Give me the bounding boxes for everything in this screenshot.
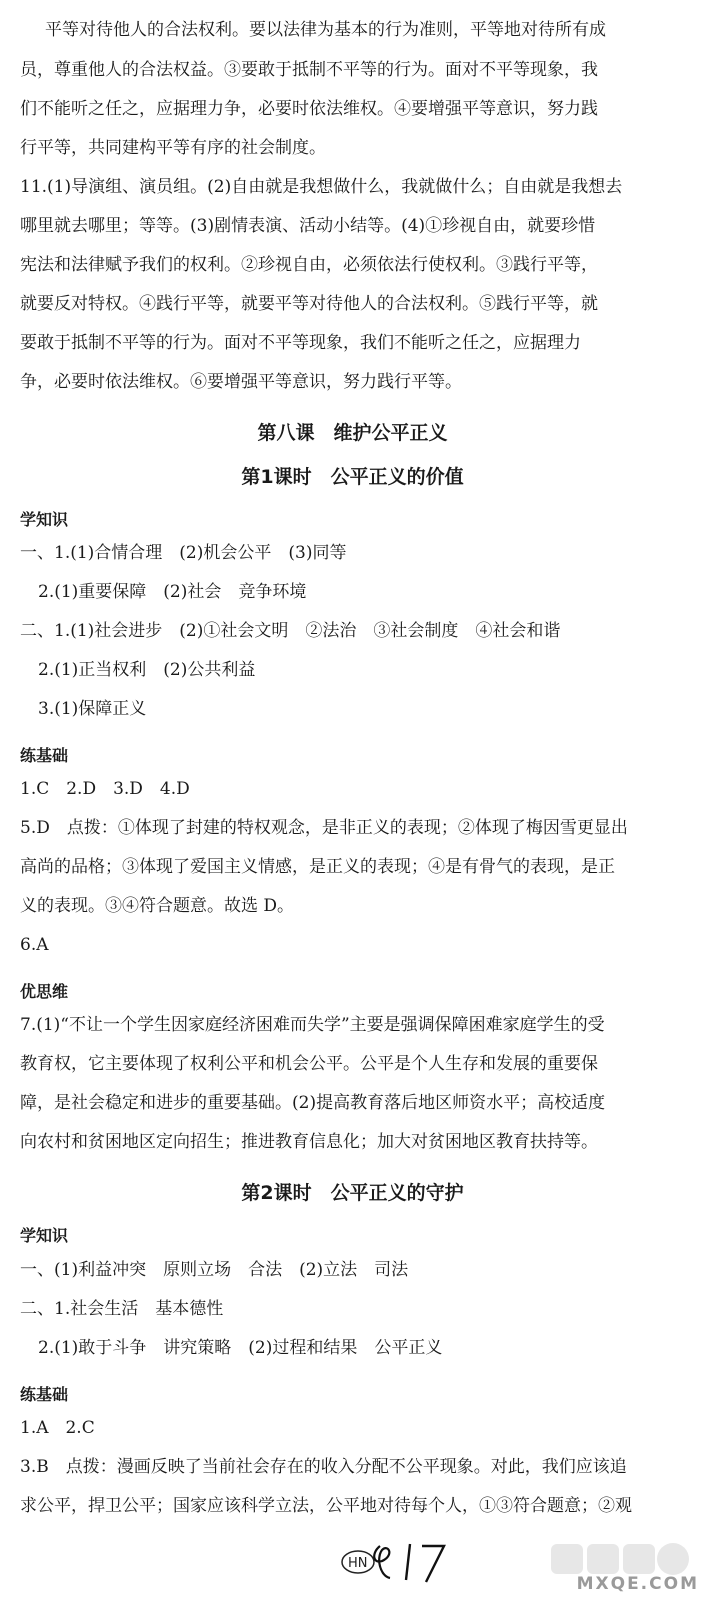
text-line: 义的表现。③④符合题意。故选 D。 [20, 896, 295, 916]
text-line: 11.(1)导演组、演员组。(2)自由就是我想做什么，我就做什么；自由就是我想去 [20, 177, 623, 197]
text-line: 行平等，共同建构平等有序的社会制度。 [20, 138, 326, 158]
text-line: 求公平，捍卫公平；国家应该科学立法，公平地对待每个人，①③符合题意；②观 [20, 1496, 632, 1516]
text-line: 6.A [20, 935, 49, 955]
text-line: 一、1.(1)合情合理 (2)机会公平 (3)同等 [20, 543, 347, 563]
text-line: 宪法和法律赋予我们的权利。②珍视自由，必须依法行使权利。③践行平等， [20, 255, 598, 275]
text-line: 2.(1)重要保障 (2)社会 竞争环境 [38, 582, 307, 602]
text-line: 2.(1)敢于斗争 讲究策略 (2)过程和结果 公平正义 [38, 1338, 443, 1358]
text-line: 要敢于抵制不平等的行为。面对不平等现象，我们不能听之任之，应据理力 [20, 333, 581, 353]
text-line: 一、(1)利益冲突 原则立场 合法 (2)立法 司法 [20, 1260, 409, 1280]
text-line: 二、1.社会生活 基本德性 [20, 1299, 224, 1319]
period-title: 第1课时 公平正义的价值 [241, 466, 464, 488]
text-line: 二、1.(1)社会进步 (2)①社会文明 ②法治 ③社会制度 ④社会和谐 [20, 621, 561, 641]
text-line: 高尚的品格；③体现了爱国主义情感，是正义的表现；④是有骨气的表现，是正 [20, 857, 615, 877]
page-mark-text: HN [348, 1556, 368, 1571]
text-line: 争，必要时依法维权。⑥要增强平等意识，努力践行平等。 [20, 372, 462, 392]
section-heading: 学知识 [20, 510, 69, 529]
text-line: 1.C 2.D 3.D 4.D [20, 779, 190, 799]
watermark-text: MXQE.COM [576, 1574, 699, 1594]
period-title: 第2课时 公平正义的守护 [241, 1182, 464, 1204]
section-heading: 优思维 [20, 982, 69, 1001]
text-line: 就要反对特权。④践行平等，就要平等对待他人的合法权利。⑤践行平等，就 [20, 294, 598, 314]
section-heading: 练基础 [20, 1385, 69, 1404]
handwritten-page-mark [340, 1536, 460, 1584]
text-line: 们不能听之任之，应据理力争，必要时依法维权。④要增强平等意识，努力践 [20, 99, 598, 119]
text-line: 3.B 点拨：漫画反映了当前社会存在的收入分配不公平现象。对此，我们应该追 [20, 1457, 627, 1477]
section-heading: 学知识 [20, 1226, 69, 1245]
text-line: 障，是社会稳定和进步的重要基础。(2)提高教育落后地区师资水平；高校适度 [20, 1093, 606, 1113]
text-line: 员，尊重他人的合法权益。③要敢于抵制不平等的行为。面对不平等现象，我 [20, 60, 598, 80]
text-line: 5.D 点拨：①体现了封建的特权观念，是非正义的表现；②体现了梅因雪更显出 [20, 818, 628, 838]
text-line: 1.A 2.C [20, 1418, 95, 1438]
text-line: 教育权，它主要体现了权利公平和机会公平。公平是个人生存和发展的重要保 [20, 1054, 598, 1074]
text-line: 7.(1)“不让一个学生因家庭经济困难而失学”主要是强调保障困难家庭学生的受 [20, 1015, 605, 1035]
text-line: 2.(1)正当权利 (2)公共利益 [38, 660, 256, 680]
text-line: 3.(1)保障正义 [38, 699, 147, 719]
lesson-title: 第八课 维护公平正义 [257, 422, 448, 444]
text-line: 哪里就去哪里；等等。(3)剧情表演、活动小结等。(4)①珍视自由，就要珍惜 [20, 216, 596, 236]
text-line: 向农村和贫困地区定向招生；推进教育信息化；加大对贫困地区教育扶持等。 [20, 1132, 598, 1152]
text-line: 平等对待他人的合法权利。要以法律为基本的行为准则，平等地对待所有成 [45, 20, 606, 40]
section-heading: 练基础 [20, 746, 69, 765]
